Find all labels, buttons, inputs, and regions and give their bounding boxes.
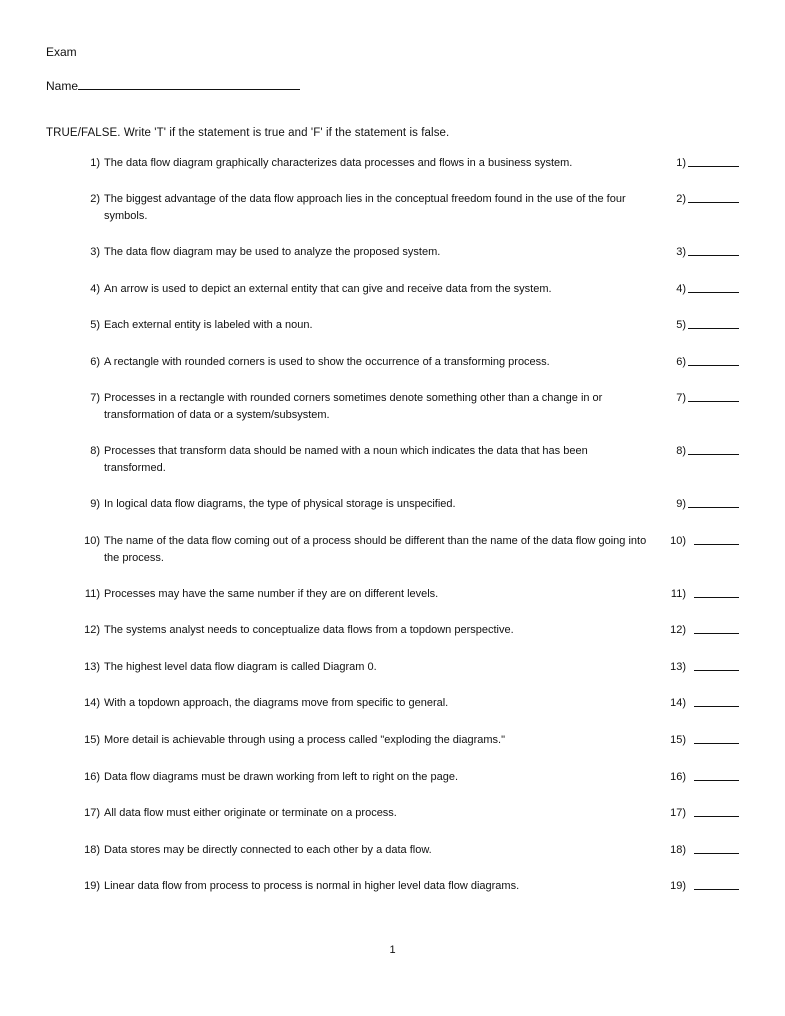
question-number: 14) xyxy=(84,697,100,709)
question-text: Processes in a rectangle with rounded corners sometimes denote something other than a change in or transformation of data or a system/subsystem. xyxy=(104,392,603,421)
question-text: The biggest advantage of the data flow approach lies in the conceptual freedom found in the use of the four symbols. xyxy=(104,193,626,222)
answer-number: 13) xyxy=(670,661,686,673)
answer-number: 2) xyxy=(676,193,686,205)
question-number: 16) xyxy=(84,771,100,783)
page-number: 1 xyxy=(389,944,396,956)
answer-blank[interactable] xyxy=(688,292,739,293)
question-text: Each external entity is labeled with a noun. xyxy=(104,319,313,331)
question-text: Processes that transform data should be named with a noun which indicates the data that has been transformed. xyxy=(104,445,588,474)
answer-number: 17) xyxy=(670,807,686,819)
answer-blank[interactable] xyxy=(694,670,739,671)
question-text: The name of the data flow coming out of a process should be different than the name of the data flow going into the process. xyxy=(104,535,647,564)
answer-blank[interactable] xyxy=(694,889,739,890)
answer-number: 19) xyxy=(670,880,686,892)
question-text: The data flow diagram graphically characterizes data processes and flows in a business system. xyxy=(104,157,573,169)
answer-number: 18) xyxy=(670,844,686,856)
name-label: Name xyxy=(46,79,79,93)
question-text: More detail is achievable through using a process called "exploding the diagrams." xyxy=(104,734,505,746)
question-text: Data stores may be directly connected to each other by a data flow. xyxy=(104,844,432,856)
answer-blank[interactable] xyxy=(688,202,739,203)
name-blank-line[interactable] xyxy=(78,79,300,90)
question-text: Linear data flow from process to process is normal in higher level data flow diagrams. xyxy=(104,880,520,892)
answer-blank[interactable] xyxy=(694,780,739,781)
question-number: 3) xyxy=(90,246,100,258)
question-number: 12) xyxy=(84,624,100,636)
question-number: 17) xyxy=(84,807,100,819)
answer-number: 15) xyxy=(670,734,686,746)
answer-number: 4) xyxy=(676,283,686,295)
answer-blank[interactable] xyxy=(694,706,739,707)
question-text: In logical data flow diagrams, the type of physical storage is unspecified. xyxy=(104,498,456,510)
answer-blank[interactable] xyxy=(688,166,739,167)
section-instructions: TRUE/FALSE. Write 'T' if the statement is true and 'F' if the statement is false. xyxy=(46,127,450,139)
answer-blank[interactable] xyxy=(694,743,739,744)
answer-blank[interactable] xyxy=(694,853,739,854)
answer-blank[interactable] xyxy=(688,401,739,402)
answer-number: 16) xyxy=(670,771,686,783)
exam-title: Exam xyxy=(46,45,77,59)
question-text: All data flow must either originate or terminate on a process. xyxy=(104,807,397,819)
question-number: 7) xyxy=(90,392,100,404)
question-number: 1) xyxy=(90,157,100,169)
answer-blank[interactable] xyxy=(694,544,739,545)
answer-blank[interactable] xyxy=(694,597,739,598)
question-number: 8) xyxy=(90,445,100,457)
question-number: 10) xyxy=(84,535,100,547)
answer-number: 8) xyxy=(676,445,686,457)
question-number: 9) xyxy=(90,498,100,510)
answer-blank[interactable] xyxy=(688,328,739,329)
question-number: 13) xyxy=(84,661,100,673)
question-number: 5) xyxy=(90,319,100,331)
question-number: 2) xyxy=(90,193,100,205)
answer-blank[interactable] xyxy=(688,454,739,455)
answer-blank[interactable] xyxy=(688,255,739,256)
answer-number: 12) xyxy=(670,624,686,636)
answer-blank[interactable] xyxy=(688,365,739,366)
answer-number: 5) xyxy=(676,319,686,331)
question-number: 11) xyxy=(84,588,100,600)
answer-number: 10) xyxy=(670,535,686,547)
answer-number: 6) xyxy=(676,356,686,368)
answer-number: 1) xyxy=(676,157,686,169)
question-text: The systems analyst needs to conceptualize data flows from a topdown perspective. xyxy=(104,624,514,636)
question-text: Processes may have the same number if they are on different levels. xyxy=(104,588,439,600)
question-number: 4) xyxy=(90,283,100,295)
question-number: 18) xyxy=(84,844,100,856)
answer-blank[interactable] xyxy=(694,633,739,634)
name-field xyxy=(46,79,300,93)
question-number: 6) xyxy=(90,356,100,368)
answer-number: 11) xyxy=(670,588,686,600)
question-text: Data flow diagrams must be drawn working from left to right on the page. xyxy=(104,771,459,783)
question-text: The data flow diagram may be used to analyze the proposed system. xyxy=(104,246,441,258)
answer-number: 3) xyxy=(676,246,686,258)
answer-blank[interactable] xyxy=(688,507,739,508)
question-text: The highest level data flow diagram is called Diagram 0. xyxy=(104,661,377,673)
answer-number: 7) xyxy=(676,392,686,404)
answer-number: 9) xyxy=(676,498,686,510)
question-text: A rectangle with rounded corners is used to show the occurrence of a transforming process. xyxy=(104,356,550,368)
question-text: With a topdown approach, the diagrams move from specific to general. xyxy=(104,697,449,709)
question-number: 19) xyxy=(84,880,100,892)
answer-number: 14) xyxy=(670,697,686,709)
answer-blank[interactable] xyxy=(694,816,739,817)
question-number: 15) xyxy=(84,734,100,746)
question-text: An arrow is used to depict an external entity that can give and receive data from the system. xyxy=(104,283,552,295)
